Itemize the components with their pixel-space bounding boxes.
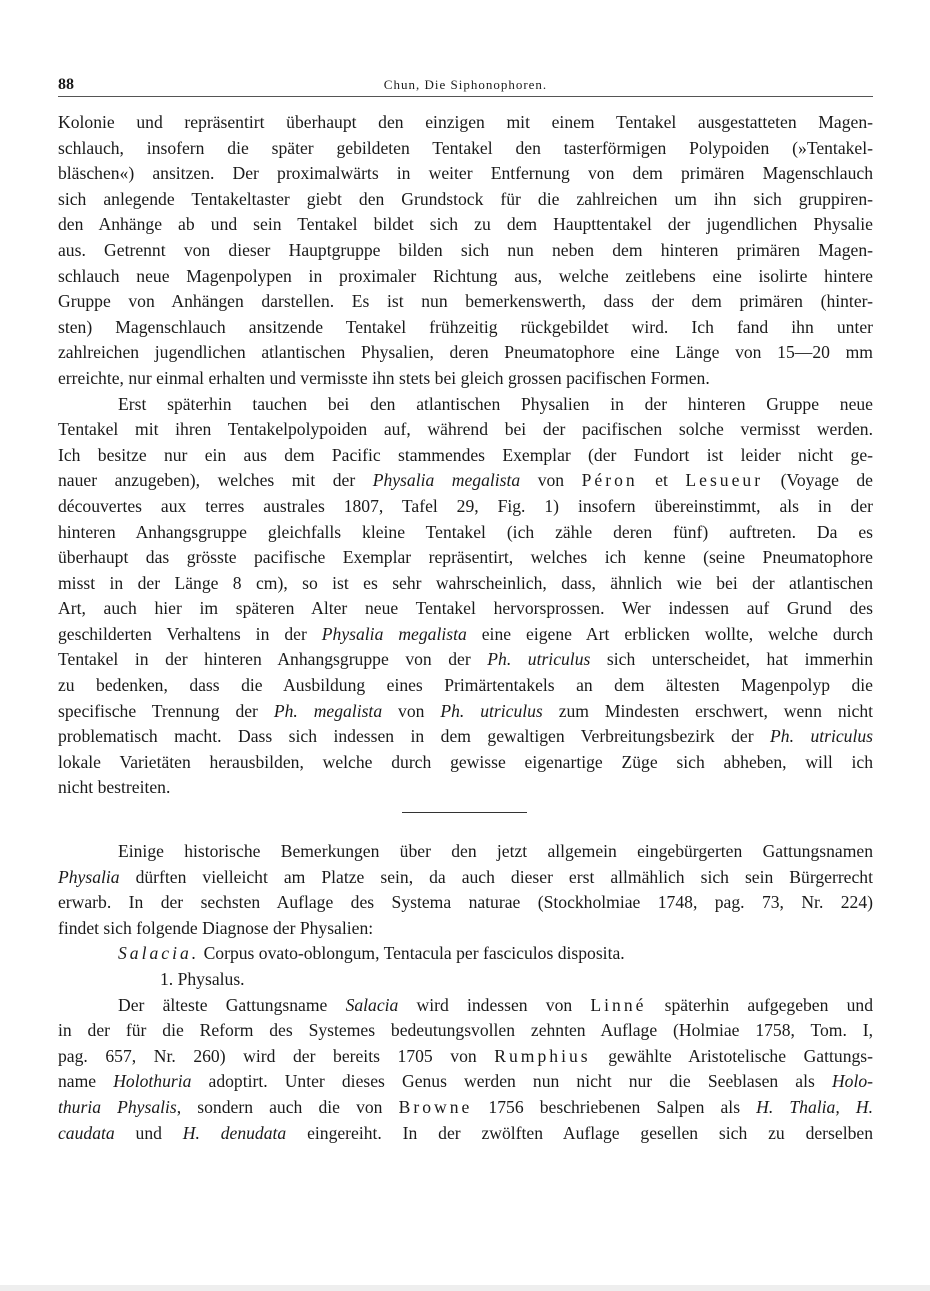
paragraph-3: [58, 839, 873, 993]
line-part: dürften vielleicht am Platze sein, da auch dieser erst allmählich sich sein Bürgerrecht: [119, 866, 873, 887]
text-line: [58, 1121, 873, 1147]
text-line: sich anlegende Tentakeltaster giebt den Grundstock für die zahlreichen um ihn sich gruppiren-: [58, 188, 873, 209]
text-line: Tentakel mit ihren Tentakelpolypoiden auf, während bei der pacifischen solche vermisst werden.: [58, 419, 873, 440]
taxon-name: Holo-: [831, 1071, 873, 1092]
line-part: adoptirt. Unter dieses Genus werden nun nicht nur die Seeblasen als: [191, 1071, 832, 1092]
text-line: [58, 1069, 873, 1095]
text-line: zahlreichen jugendlichen atlantischen Physalien, deren Pneumatophore eine Länge von 15—20 mm: [58, 342, 873, 363]
text-line: in der für die Reform des Systemes bedeutungsvollen zehnten Auflage (Holmiae 1758, Tom. I,: [58, 1020, 873, 1041]
species-line: 1. Physalus.: [160, 969, 245, 989]
line-part: problematisch macht. Dass sich indessen in dem gewaltigen Verbreitungsbezirk der: [58, 726, 771, 747]
line-part: späterhin aufgegeben und: [646, 994, 874, 1015]
text-line: aus. Getrennt von dieser Hauptgruppe bilden sich nun neben dem hinteren primären Magen-: [58, 239, 873, 260]
text-line: nicht bestreiten.: [58, 777, 171, 798]
divider-rule: [402, 812, 527, 813]
header-rule: [58, 96, 873, 97]
text-line: Einige historische Bemerkungen über den jetzt allgemein eingebürgerten Gattungsnamen: [118, 841, 873, 862]
author-name: Lesueur: [685, 470, 764, 491]
author-name: Linné: [590, 994, 647, 1015]
text-line: Gruppe von Anhängen darstellen. Es ist nun bemerkenswerth, dass der dem primären (hinter-: [58, 291, 873, 312]
text-line: findet sich folgende Diagnose der Physalien:: [58, 917, 374, 938]
taxon-name: Ph. megalista: [273, 700, 383, 721]
line-part: , sondern auch die von: [176, 1096, 399, 1117]
section-divider: [58, 801, 873, 831]
text-line: [58, 993, 873, 1019]
text-line: [58, 622, 873, 648]
text-line: schlauch, insofern die später gebildeten Tentakel den tasterförmigen Polypoiden (»Tentakel-: [58, 137, 873, 158]
line-part: (Voyage de: [763, 470, 873, 491]
line-part: name: [58, 1071, 114, 1092]
line-part: geschilderten Verhaltens in der: [58, 623, 322, 644]
line-part: wird indessen von: [398, 994, 591, 1015]
page-number: 88: [58, 76, 74, 93]
scan-edge: [0, 1285, 930, 1291]
taxon-name: Holothuria: [113, 1071, 192, 1092]
paragraph-2: [58, 392, 873, 802]
taxon-name: H. denudata: [182, 1122, 287, 1143]
text-line: [58, 1044, 873, 1070]
taxon-name: Physalia: [58, 866, 120, 887]
author-name: Browne: [398, 1096, 473, 1117]
text-line: découvertes aux terres australes 1807, Tafel 29, Fig. 1) insofern übereinstimmt, als in der: [58, 495, 873, 516]
line-part: gewählte Aristotelische Gattungs-: [590, 1045, 873, 1066]
text-line: Ich besitze nur ein aus dem Pacific stammendes Exemplar (der Fundort ist leider nicht ge-: [58, 444, 873, 465]
text-line: [58, 724, 873, 750]
text-line: zu bedenken, dass die Ausbildung eines Primärtentakels an dem ältesten Magenpolyp die: [58, 675, 873, 696]
line-part: von: [382, 700, 441, 721]
author-name: Péron: [581, 470, 638, 491]
page-header: [58, 76, 873, 98]
text-line: überhaupt das grösste pacifische Exemplar repräsentirt, welches ich kenne (seine Pneumatophore: [58, 547, 873, 568]
taxon-name: Physalia megalista: [321, 623, 467, 644]
text-line: [58, 647, 873, 673]
taxon-name: Salacia: [345, 994, 399, 1015]
line-part: 1756 beschriebenen Salpen als: [472, 1096, 757, 1117]
line-part: nauer anzugeben), welches mit der: [58, 470, 373, 491]
spacer: [58, 831, 873, 839]
taxon-name: caudata: [58, 1122, 115, 1143]
author-name: Rumphius: [494, 1045, 591, 1066]
line-part: Der älteste Gattungsname: [118, 994, 346, 1015]
taxon-name: Ph. utriculus: [487, 649, 591, 670]
text-line: [58, 865, 873, 891]
line-part: pag. 657, Nr. 260) wird der bereits 1705 von: [58, 1045, 495, 1066]
taxon-name: Ph. utriculus: [770, 726, 873, 747]
text-line: den Anhänge ab und sein Tentakel bildet sich zu dem Haupttentakel der jugendlichen Physalie: [58, 214, 873, 235]
text-line: [58, 1095, 873, 1121]
text-line: erwarb. In der sechsten Auflage des Systema naturae (Stockholmiae 1748, pag. 73, Nr. 224): [58, 892, 873, 913]
text-line: Art, auch hier im späteren Alter neue Tentakel hervorsprossen. Wer indessen auf Grund des: [58, 598, 873, 619]
text-line: lokale Varietäten herausbilden, welche durch gewisse eigenartige Züge sich abheben, will ich: [58, 751, 873, 772]
taxon-name: Physalia megalista: [372, 470, 521, 491]
line-part: eingereiht. In der zwölften Auflage gesellen sich zu derselben: [286, 1122, 873, 1143]
taxon-name: H. Thalia, H.: [756, 1096, 873, 1117]
taxon-name: Ph. utriculus: [440, 700, 543, 721]
line-part: sich unterscheidet, hat immerhin: [590, 649, 873, 670]
running-title: Chun, Die Siphonophoren.: [383, 77, 548, 92]
line-part: zum Mindesten erschwert, wenn nicht: [542, 700, 873, 721]
line-part: et: [637, 470, 686, 491]
line-part: Tentakel in der hinteren Anhangsgruppe von der: [58, 649, 488, 670]
text-line: sten) Magenschlauch ansitzende Tentakel frühzeitig rückgebildet wird. Ich fand ihn unter: [58, 316, 873, 337]
text-line: schlauch neue Magenpolypen in proximaler Richtung aus, welche zeitlebens eine isolirte hintere: [58, 265, 873, 286]
text-line: hinteren Anhangsgruppe gleichfalls kleine Tentakel (ich zähle deren fünf) auftreten. Da es: [58, 521, 873, 542]
text-line: [58, 699, 873, 725]
text-line: erreichte, nur einmal erhalten und vermisste ihn stets bei gleich grossen pacifischen Formen.: [58, 367, 710, 388]
line-part: specifische Trennung der: [58, 700, 274, 721]
text-line: Kolonie und repräsentirt überhaupt den einzigen mit einem Tentakel ausgestatteten Magen-: [58, 112, 873, 132]
body-text: [58, 110, 873, 1146]
line-part: von: [520, 470, 582, 491]
paragraph-4: [58, 993, 873, 1147]
taxon-name: thuria Physalis: [58, 1096, 177, 1117]
paragraph-1: [58, 110, 873, 392]
diagnosis-line: [58, 941, 873, 967]
line-part: eine eigene Art erblicken wollte, welche durch: [466, 623, 873, 644]
text-line: bläschen«) ansitzen. Der proximalwärts in weiter Entfernung von dem primären Magenschlauch: [58, 163, 873, 184]
text-line: Erst späterhin tauchen bei den atlantischen Physalien in der hinteren Gruppe neue: [118, 393, 873, 414]
line-part: und: [114, 1122, 183, 1143]
text-line: misst in der Länge 8 cm), so ist es sehr wahrscheinlich, dass, ähnlich wie bei der atlantischen: [58, 572, 873, 593]
taxon-name: Salacia.: [118, 943, 200, 964]
line-part: Corpus ovato-oblongum, Tentacula per fasciculos disposita.: [199, 943, 625, 964]
text-line: [58, 468, 873, 494]
